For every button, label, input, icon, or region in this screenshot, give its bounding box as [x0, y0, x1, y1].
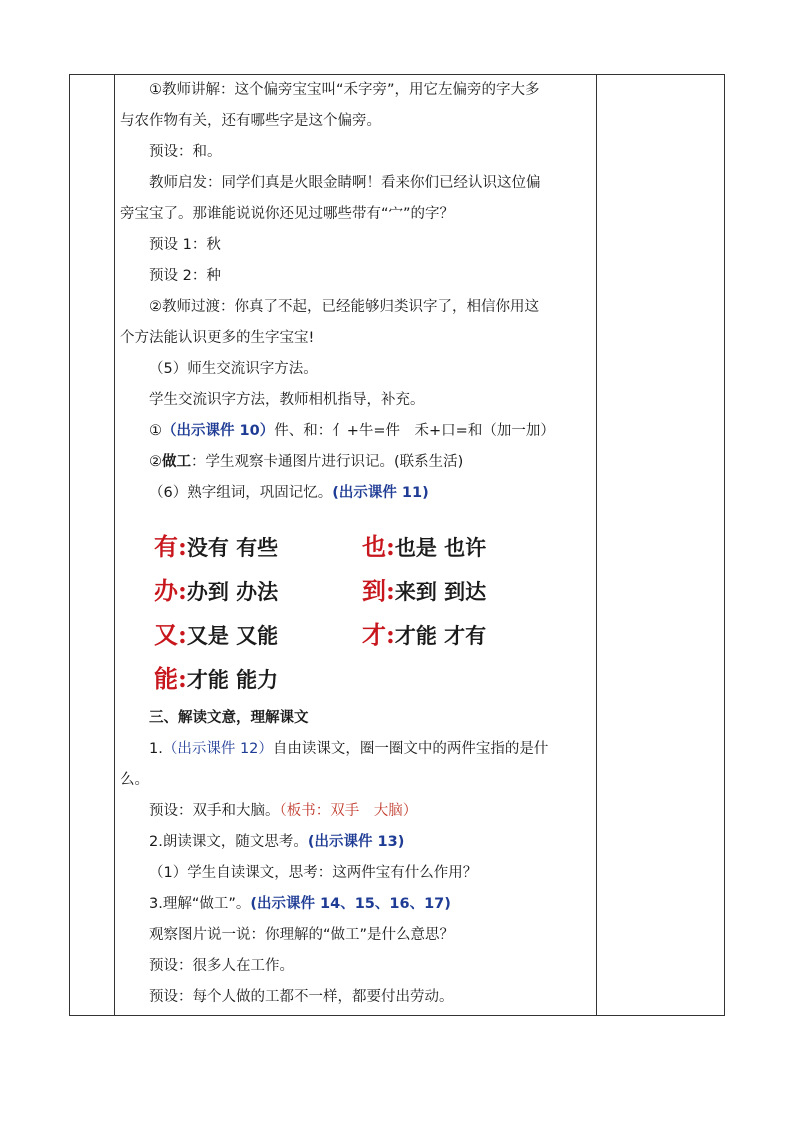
paragraph-text: ：学生观察卡通图片进行识记。(联系生活) — [191, 454, 464, 470]
word-item — [362, 615, 486, 650]
paragraph: 观察图片说一说：你理解的“做工”是什么意思？ — [149, 927, 455, 943]
paragraph: 预设：和。 — [149, 144, 222, 160]
column-divider — [114, 75, 115, 1015]
paragraph: 预设：每个人做的工都不一样，都要付出劳动。 — [149, 989, 454, 1005]
courseware-ref: （出示课件 10） — [162, 423, 275, 439]
paragraph — [120, 447, 594, 478]
paragraph: ①教师讲解：这个偏旁宝宝叫“禾字旁”，用它左偏旁的字大多 — [149, 82, 540, 98]
word-item — [154, 527, 278, 562]
word-list: 也是 也许 — [394, 535, 487, 560]
paragraph: 预设：很多人在工作。 — [149, 958, 294, 974]
word-list: 办到 办法 — [186, 579, 279, 604]
paragraph: 教师启发：同学们真是火眼金睛啊！看来你们已经认识这位偏 — [149, 175, 541, 191]
paragraph-text: 1. — [149, 741, 163, 757]
word-item — [154, 615, 278, 650]
paragraph — [120, 416, 594, 447]
paragraph-text: 预设：双手和大脑。 — [149, 803, 280, 819]
paragraph: 么。 — [120, 772, 149, 788]
lesson-table — [69, 74, 725, 1016]
word-char: 到: — [362, 576, 395, 605]
paragraph — [120, 796, 594, 827]
courseware-ref: (出示课件 14、15、16、17) — [250, 896, 451, 912]
paragraph-text: 3.理解“做工”。 — [149, 896, 251, 912]
paragraph — [120, 734, 594, 765]
word-list: 没有 有些 — [186, 535, 279, 560]
keyword: 做工 — [162, 454, 191, 470]
paragraph — [120, 478, 594, 509]
word-list: 来到 到达 — [394, 579, 487, 604]
paragraph: ②教师过渡：你真了不起，已经能够归类识字了，相信你用这 — [149, 299, 539, 315]
paragraph: 旁宝宝了。那谁能说说你还见过哪些带有“宀”的字？ — [120, 206, 455, 222]
paragraph: 学生交流识字方法，教师相机指导，补充。 — [149, 392, 425, 408]
board-note: （板书：双手 大脑） — [279, 803, 418, 819]
word-char: 才: — [362, 620, 395, 649]
word-char: 能: — [154, 664, 187, 693]
column-divider — [596, 75, 597, 1015]
word-char: 也: — [362, 532, 395, 561]
circled-number: ① — [149, 423, 162, 439]
paragraph — [120, 827, 594, 858]
word-item — [362, 571, 486, 606]
word-item — [362, 527, 486, 562]
paragraph: （5）师生交流识字方法。 — [149, 361, 318, 377]
paragraph: 与农作物有关，还有哪些字是这个偏旁。 — [120, 113, 381, 129]
paragraph: 个方法能认识更多的生字宝宝! — [120, 330, 315, 346]
paragraph-text: 2.朗读课文，随文思考。 — [149, 834, 308, 850]
paragraph-text: （6）熟字组词，巩固记忆。 — [149, 485, 333, 501]
section-heading: 三、解读文意，理解课文 — [149, 710, 309, 726]
paragraph-text: 件、和：亻+牛=件 禾+口=和（加一加） — [274, 423, 555, 439]
word-list: 才能 能力 — [186, 667, 279, 692]
paragraph — [120, 889, 594, 920]
word-item — [154, 571, 278, 606]
word-list: 又是 又能 — [186, 623, 279, 648]
paragraph: 预设 1：秋 — [149, 237, 221, 253]
circled-number: ② — [149, 454, 162, 470]
word-char: 有: — [154, 532, 187, 561]
paragraph-text: 自由读课文，圈一圈文中的两件宝指的是什 — [272, 741, 549, 757]
paragraph: （1）学生自读课文，思考：这两件宝有什么作用？ — [149, 865, 478, 881]
courseware-ref: （出示课件 12） — [162, 741, 273, 757]
word-list: 才能 才有 — [394, 623, 487, 648]
paragraph: 预设 2：种 — [149, 268, 221, 284]
courseware-ref: (出示课件 11) — [332, 485, 429, 501]
word-item — [154, 659, 278, 694]
word-char: 办: — [154, 576, 187, 605]
courseware-ref: (出示课件 13) — [307, 834, 405, 850]
word-char: 又: — [154, 620, 187, 649]
